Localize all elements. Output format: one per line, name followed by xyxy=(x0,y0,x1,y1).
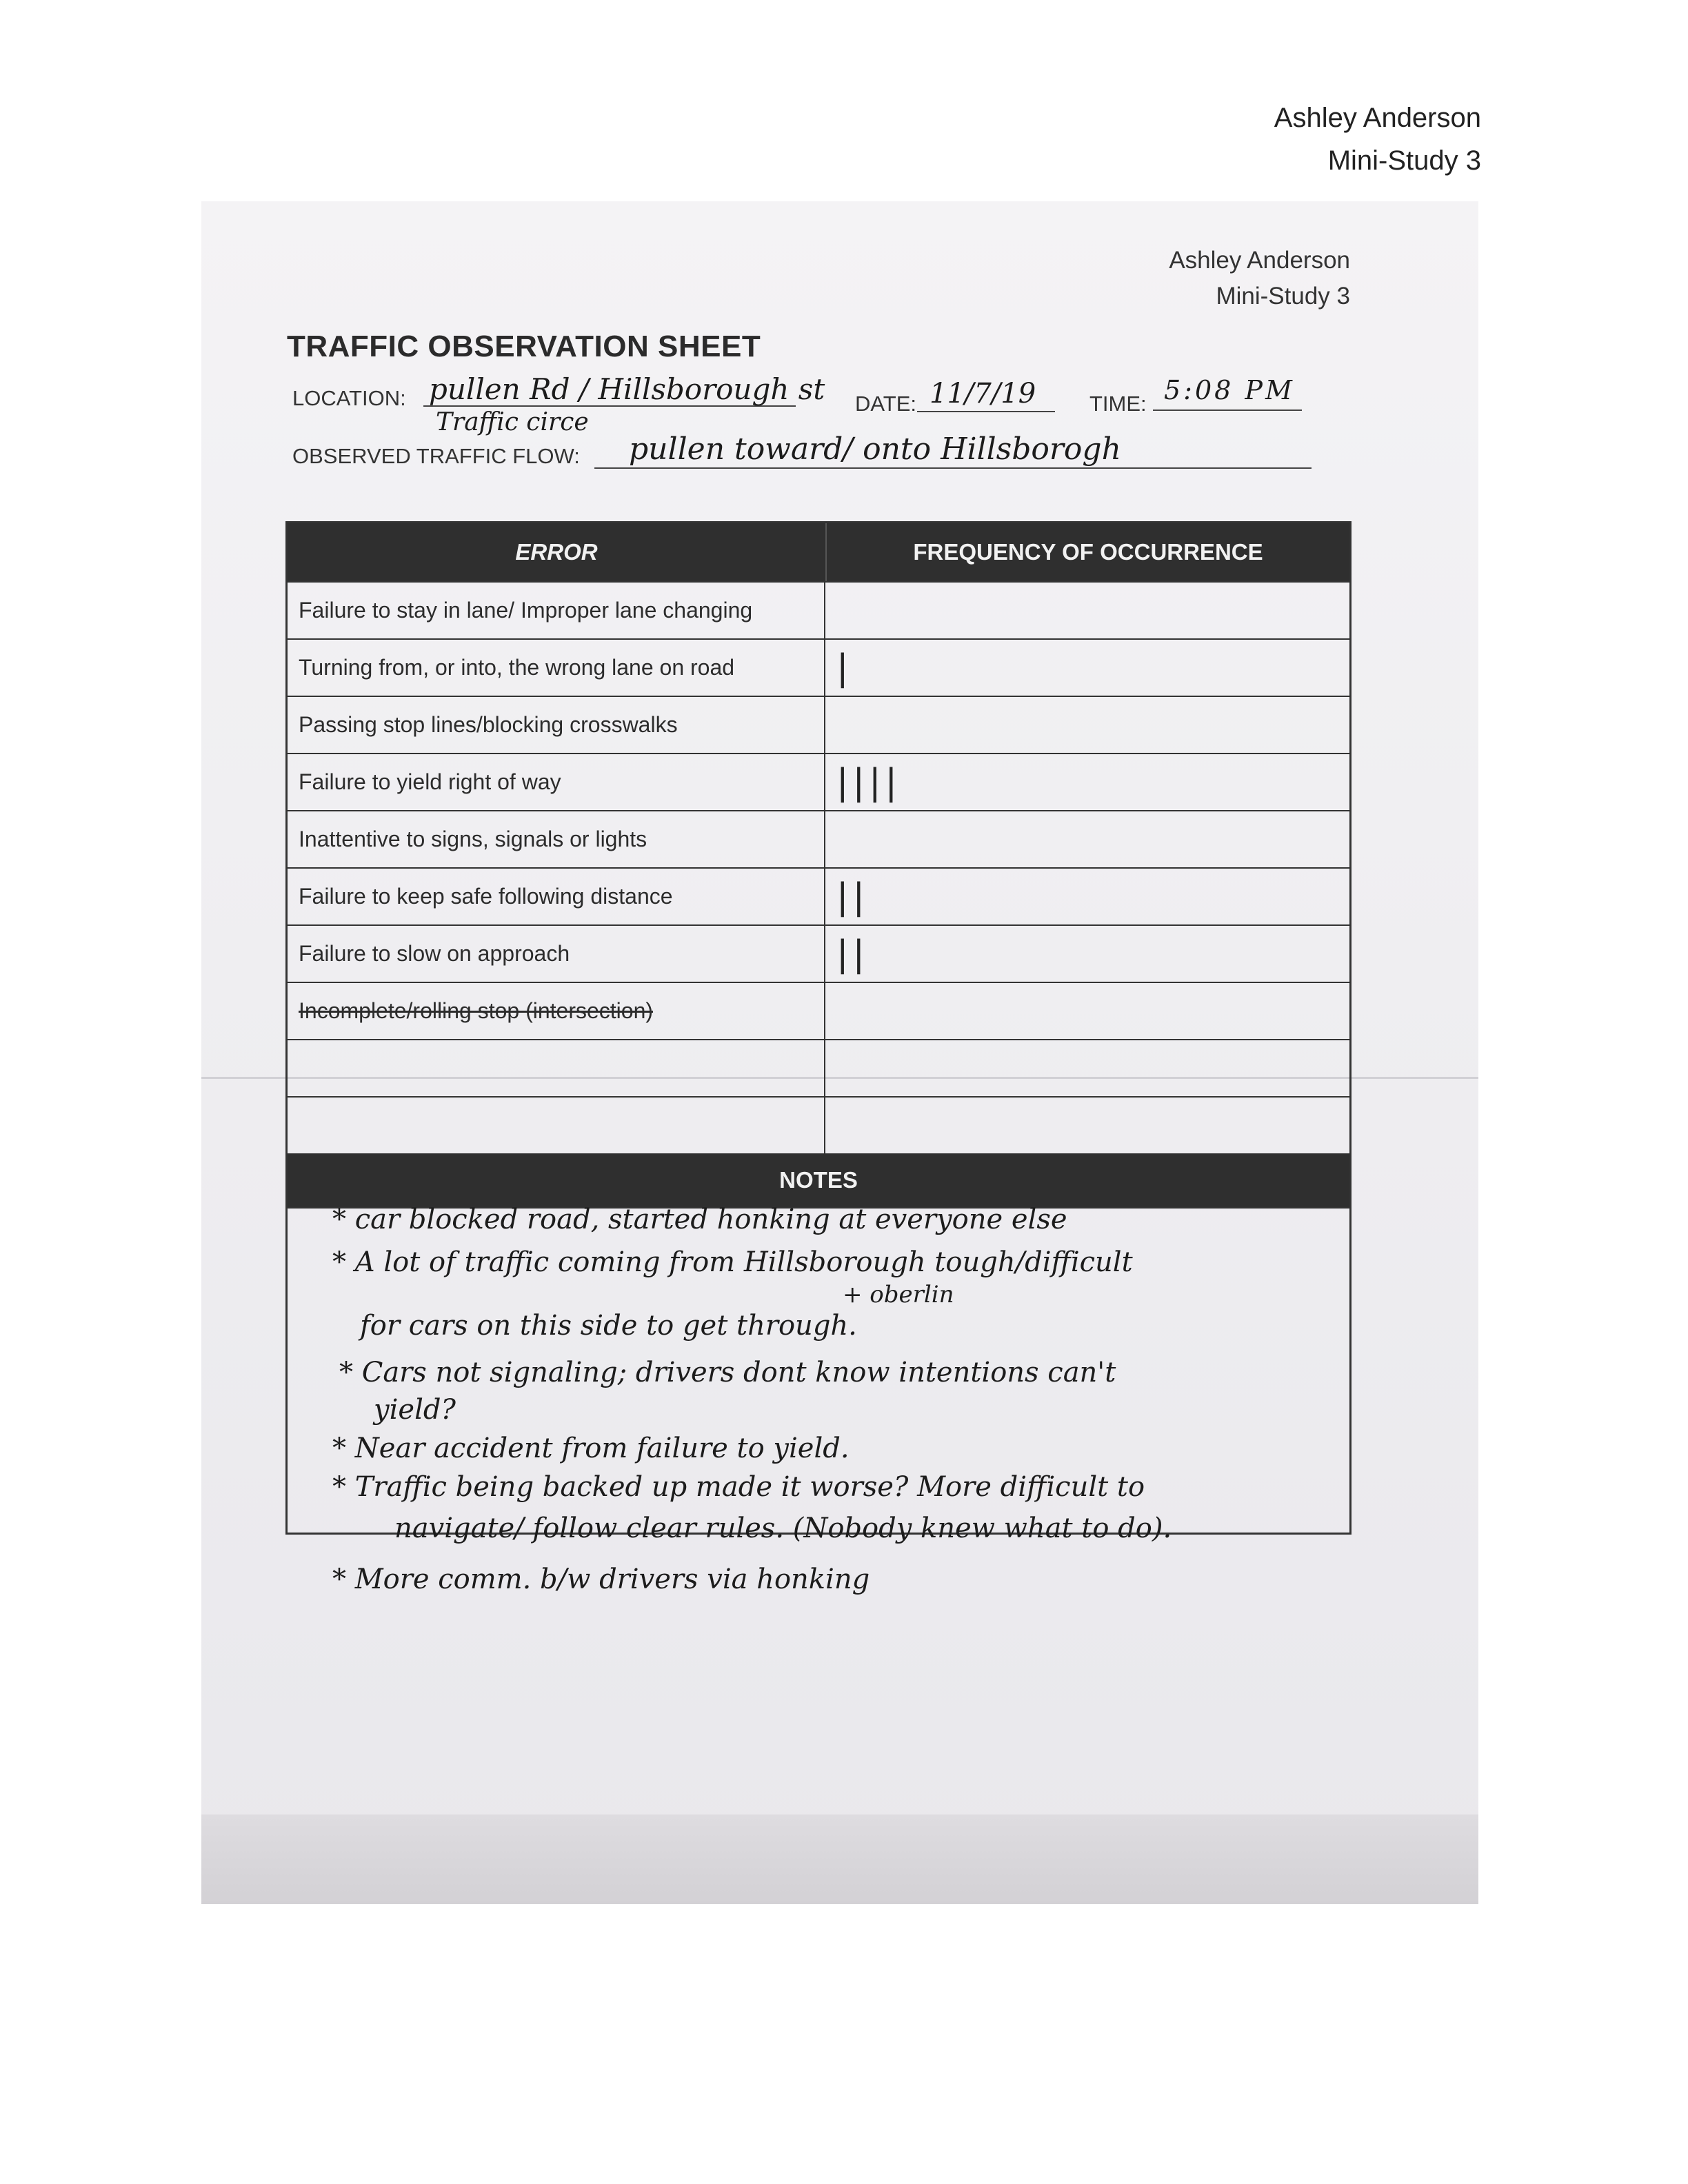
note-line: * A lot of traffic coming from Hillsborough tough/difficult xyxy=(332,1246,1133,1278)
error-cell: Inattentive to signs, signals or lights xyxy=(288,811,825,867)
location-value-line2: Traffic circe xyxy=(436,408,589,436)
photo-background-surface xyxy=(201,1814,1478,1904)
sheet-title: TRAFFIC OBSERVATION SHEET xyxy=(287,330,761,363)
tally-cell: || xyxy=(836,876,870,918)
tally-cell: | xyxy=(836,647,853,689)
tally-cell xyxy=(825,1040,1349,1096)
error-cell: Failure to slow on approach xyxy=(288,926,825,982)
notes-header: NOTES xyxy=(288,1153,1349,1207)
sheet-header-study: Mini-Study 3 xyxy=(1216,283,1350,310)
flow-value: pullen toward/ onto Hillsborogh xyxy=(629,432,1121,467)
sheet-header-name: Ashley Anderson xyxy=(1169,247,1350,274)
flow-label: OBSERVED TRAFFIC FLOW: xyxy=(292,444,580,468)
table-row xyxy=(288,924,1349,982)
table-row xyxy=(288,982,1349,1039)
note-line-insert: + oberlin xyxy=(843,1281,954,1308)
error-cell: Passing stop lines/blocking crosswalks xyxy=(288,697,825,753)
error-cell-crossed-out: Incomplete/rolling stop (intersection) xyxy=(288,983,825,1039)
date-label: DATE: xyxy=(855,392,916,416)
location-value: pullen Rd / Hillsborough st xyxy=(429,372,825,406)
table-row xyxy=(288,810,1349,867)
date-value: 11/7/19 xyxy=(930,378,1036,410)
error-cell: Turning from, or into, the wrong lane on road xyxy=(288,640,825,696)
sheet-photo xyxy=(201,201,1478,1904)
col-error-header: ERROR xyxy=(288,523,827,581)
tally-cell: |||| xyxy=(836,761,902,803)
table-row xyxy=(288,696,1349,753)
tally-cell xyxy=(825,583,1349,638)
sheet-header xyxy=(1169,243,1350,314)
note-line: * Near accident from failure to yield. xyxy=(332,1433,850,1464)
error-cell: Failure to yield right of way xyxy=(288,754,825,810)
note-line: * More comm. b/w drivers via honking xyxy=(332,1564,870,1595)
table-row xyxy=(288,867,1349,924)
tally-cell xyxy=(825,1098,1349,1153)
table-row xyxy=(288,1096,1349,1153)
note-line: * car blocked road, started honking at everyone else xyxy=(332,1204,1067,1235)
page-header-name: Ashley Anderson xyxy=(1274,103,1481,133)
error-cell xyxy=(288,1098,825,1153)
table-row xyxy=(288,581,1349,638)
table-header xyxy=(288,523,1349,581)
time-value: 5:08 PM xyxy=(1164,375,1295,405)
tally-cell xyxy=(825,983,1349,1039)
table-row xyxy=(288,753,1349,810)
note-line: yield? xyxy=(374,1394,456,1426)
tally-cell xyxy=(825,697,1349,753)
location-label: LOCATION: xyxy=(292,386,406,410)
note-line: navigate/ follow clear rules. (Nobody knew what to do). xyxy=(394,1513,1172,1544)
page-header-study: Mini-Study 3 xyxy=(1327,145,1481,176)
error-cell xyxy=(288,1040,825,1096)
tally-cell xyxy=(825,811,1349,867)
tally-cell: || xyxy=(836,933,870,975)
error-cell: Failure to keep safe following distance xyxy=(288,869,825,924)
flow-underline xyxy=(594,467,1312,469)
table-row xyxy=(288,638,1349,696)
note-line: * Traffic being backed up made it worse? More difficult to xyxy=(332,1471,1145,1503)
page-header xyxy=(1274,97,1481,182)
date-underline xyxy=(917,411,1055,412)
col-frequency-header: FREQUENCY OF OCCURRENCE xyxy=(913,539,1263,565)
error-cell: Failure to stay in lane/ Improper lane changing xyxy=(288,583,825,638)
note-line: for cars on this side to get through. xyxy=(360,1310,857,1342)
table-row xyxy=(288,1039,1349,1096)
time-underline xyxy=(1153,410,1302,411)
time-label: TIME: xyxy=(1089,392,1147,416)
note-line: * Cars not signaling; drivers dont know intentions can't xyxy=(339,1357,1116,1388)
